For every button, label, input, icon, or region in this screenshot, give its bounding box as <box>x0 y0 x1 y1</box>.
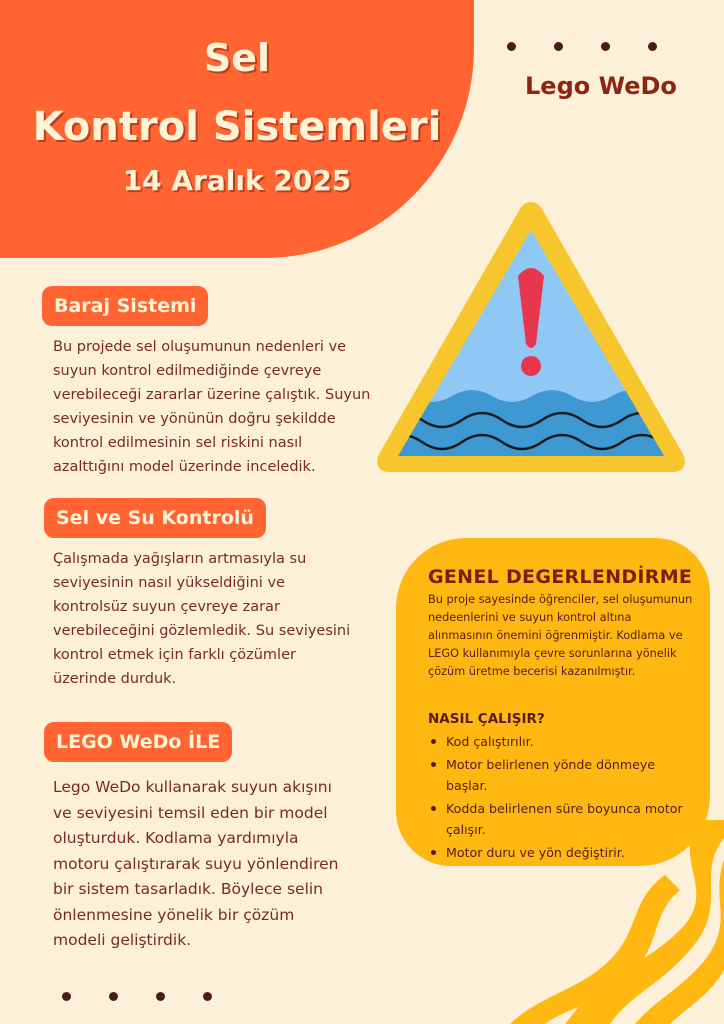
section-text-lego: Lego WeDo kullanarak suyun akışını ve seviyesini temsil eden bir model oluşturduk. Kodlama yardımıyla motoru çalıştırarak suyu yönlendiren bir sistem tasarladık. Böylece selin önlenmesine yönelik bir çözüm modeli geliştirdik. <box>53 778 339 949</box>
dot <box>554 42 563 51</box>
brand-label: Lego WeDo <box>525 72 677 100</box>
page-date: 14 Aralık 2025 <box>122 164 352 197</box>
section-heading-baraj: Baraj Sistemi <box>42 286 208 326</box>
how-it-works-title: NASIL ÇALIŞIR? <box>428 711 545 727</box>
dot <box>109 992 118 1001</box>
list-item: Motor belirlenen yönde dönmeye başlar. <box>428 754 700 796</box>
how-it-works-list <box>428 731 700 865</box>
dot <box>507 42 516 51</box>
warning-flood-icon <box>372 198 690 480</box>
dot <box>601 42 610 51</box>
list-item: Kodda belirlenen süre boyunca motor çalışır. <box>428 798 700 840</box>
section-text-sel-su: Çalışmada yağışların artmasıyla su seviyesinin nasıl yükseldiğini ve kontrolsüz suyun çevreye zarar verebileceğini gözlemledik. Su seviyesini kontrol etmek için farklı çözümler üzerinde durduk. <box>53 551 351 687</box>
evaluation-title: GENEL DEGERLENDİRME <box>428 566 693 588</box>
section-text-baraj: Bu projede sel oluşumunun nedenleri ve suyun kontrol edilmediğinde çevreye verebileceği zararlar üzerine çalıştık. Suyun seviyesinin ve yönünün doğru şekildde kontrol edilmesinin sel riskini nasıl azalttığını model üzerinde inceledik. <box>53 339 371 475</box>
decorative-dots-bottom <box>62 992 212 1001</box>
section-heading-lego: LEGO WeDo İLE <box>44 722 232 762</box>
page-title-line2: Kontrol Sistemleri <box>32 104 442 150</box>
dot <box>203 992 212 1001</box>
section-heading-sel-su: Sel ve Su Kontrolü <box>44 498 266 538</box>
page-title-line1: Sel <box>203 36 271 80</box>
dot <box>648 42 657 51</box>
list-item: Kod çalıştırılır. <box>428 731 700 752</box>
list-item: Motor duru ve yön değiştirir. <box>428 842 700 863</box>
decorative-dots-top <box>507 42 657 51</box>
dot <box>156 992 165 1001</box>
dot <box>62 992 71 1001</box>
evaluation-text: Bu proje sayesinde öğrenciler, sel oluşumunun nedeenlerini ve suyun kontrol altına alınmasının önemini öğrenmiştir. Kodlama ve LEGO kullanımıyla çevre sorunlarına yönelik çözüm üretme becerisi kazanılmıştır. <box>428 593 693 678</box>
